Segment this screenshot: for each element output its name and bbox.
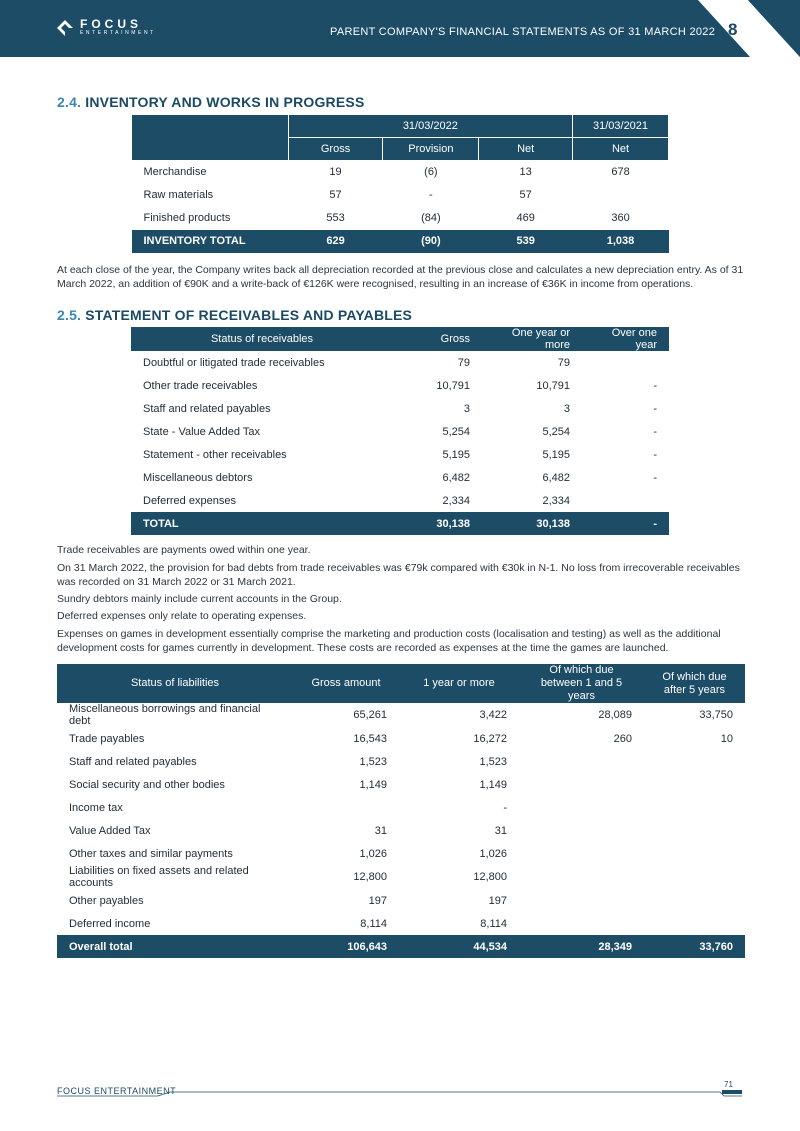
inventory-note: At each close of the year, the Company writes back all depreciation recorded at the previous close and calculates a new depreciation entry. As of 31 March 2022, an addition of €90K and a write-back of €126K were recognised, resulting in an increase of €36K in income from operations.: [57, 264, 744, 290]
page-number: 71: [724, 1080, 733, 1089]
cell: (6): [424, 166, 438, 179]
col-header: Gross: [288, 138, 383, 161]
row-label: Trade payables: [69, 732, 145, 745]
cell: 360: [611, 212, 630, 224]
cell: 10,791: [436, 379, 470, 392]
section-title: INVENTORY AND WORKS IN PROGRESS: [85, 94, 365, 110]
row-label: Miscellaneous debtors: [143, 471, 253, 484]
table-total-row: [57, 935, 745, 958]
table-row: [132, 207, 669, 230]
col-header: Over one year: [611, 327, 657, 351]
cell: [644, 889, 745, 912]
cell: [644, 865, 745, 889]
header-period-2021: 31/03/2021: [573, 115, 669, 138]
cell: -: [582, 512, 669, 535]
cell: 3,422: [479, 709, 507, 721]
inventory-table: [131, 114, 669, 253]
cell: 33,750: [699, 709, 733, 721]
cell: [644, 912, 745, 935]
row-label: Other trade receivables: [143, 379, 258, 392]
row-label: State - Value Added Tax: [143, 425, 261, 438]
table-row: [57, 703, 745, 727]
section-heading-receivables: [57, 307, 412, 323]
col-header: Of which due between 1 and 5 years: [540, 664, 623, 702]
cell: 678: [611, 166, 630, 179]
table-row: [57, 889, 745, 912]
cell: 79: [457, 356, 470, 369]
cell: 539: [479, 230, 573, 253]
cell: 197: [488, 894, 507, 907]
table-row: [132, 184, 669, 207]
cell: -: [653, 402, 657, 415]
header-blank: [132, 115, 289, 161]
cell: [519, 796, 644, 819]
cell: 629: [288, 230, 383, 253]
table-row: [131, 397, 669, 420]
receivables-note-2: On 31 March 2022, the provision for bad debts from trade receivables was €79k compared with €30k in N-1. No loss from irrecoverable receivables was recorded on 31 March 2022 or 31 March 2021.: [57, 562, 740, 588]
cell: 6,482: [442, 471, 470, 484]
page-header: [0, 0, 800, 57]
cell: [519, 750, 644, 773]
row-label: Deferred income: [69, 917, 151, 930]
cell: 553: [326, 212, 345, 224]
col-header: Net: [573, 138, 669, 161]
logo: [56, 18, 156, 37]
row-label: Deferred expenses: [143, 494, 236, 507]
table-row: [57, 773, 745, 796]
row-label: Staff and related payables: [143, 402, 271, 415]
cell: -: [653, 448, 657, 461]
cell: -: [653, 425, 657, 438]
table-row: [57, 912, 745, 935]
col-header: Status of liabilities: [130, 677, 220, 689]
section-title: STATEMENT OF RECEIVABLES AND PAYABLES: [85, 307, 413, 323]
receivables-note-3: Sundry debtors mainly include current accounts in the Group.: [57, 593, 342, 605]
cell: 1,026: [479, 847, 507, 860]
table-row: [57, 796, 745, 819]
cell: [644, 750, 745, 773]
chapter-number: 8: [728, 20, 738, 39]
cell: 13: [519, 166, 532, 179]
cell: -: [653, 471, 657, 484]
col-header: Net: [479, 138, 573, 161]
cell: -: [653, 379, 657, 392]
table-total-row: [131, 512, 669, 535]
cell: 8,114: [360, 917, 387, 930]
col-header: Status of receivables: [210, 333, 314, 345]
section-heading-inventory: [57, 94, 364, 110]
table-row: [57, 727, 745, 750]
row-label: Overall total: [57, 935, 293, 958]
col-header: Of which due after 5 years: [662, 670, 727, 696]
header-period-2022: 31/03/2022: [288, 115, 572, 138]
table-row: [131, 466, 669, 489]
table-row: [131, 420, 669, 443]
receivables-note-4: Deferred expenses only relate to operating expenses.: [57, 610, 307, 622]
cell: 3: [463, 402, 470, 415]
section-number: 2.4.: [57, 94, 82, 110]
table-row: [57, 865, 745, 889]
cell: 19: [329, 166, 342, 179]
table-row: [131, 351, 669, 374]
col-header: Gross: [440, 333, 470, 345]
col-header: 1 year or more: [423, 677, 495, 689]
table-header-row: [131, 327, 669, 351]
cell: 2,334: [442, 494, 470, 507]
row-label: Other taxes and similar payments: [69, 847, 233, 860]
logo-icon: [56, 19, 74, 37]
cell: [644, 819, 745, 842]
cell: 1,523: [359, 755, 387, 768]
table-row: [131, 443, 669, 466]
cell: 1,026: [359, 847, 387, 860]
table-row: [57, 819, 745, 842]
receivables-table: [131, 327, 669, 535]
row-label: Merchandise: [143, 166, 207, 179]
cell: 1,149: [359, 778, 387, 791]
cell: 12,800: [473, 871, 507, 883]
row-label: TOTAL: [131, 512, 393, 535]
cell: -: [429, 189, 433, 201]
cell: [519, 912, 644, 935]
row-label: Finished products: [143, 212, 231, 224]
cell: 5,254: [442, 425, 470, 438]
footer-company: FOCUS ENTERTAINMENT: [57, 1086, 177, 1096]
header-title: PARENT COMPANY'S FINANCIAL STATEMENTS AS OF 31 MARCH 2022: [330, 26, 716, 38]
cell: 28,089: [598, 709, 632, 721]
col-header: Provision: [383, 138, 479, 161]
cell: 8,114: [480, 917, 507, 930]
cell: 33,760: [644, 935, 745, 958]
cell: [644, 842, 745, 865]
cell: [573, 184, 669, 207]
table-row: [57, 842, 745, 865]
cell: 31: [374, 824, 387, 837]
cell: 5,195: [442, 448, 470, 461]
cell: 469: [516, 212, 535, 224]
cell: 5,254: [542, 425, 570, 438]
cell: [644, 773, 745, 796]
table-header-row: [57, 664, 745, 703]
row-label: Social security and other bodies: [69, 778, 225, 791]
section-number: 2.5.: [57, 307, 82, 323]
cell: 16,543: [353, 732, 387, 745]
table-header-row: [132, 115, 669, 138]
cell: 30,138: [393, 512, 482, 535]
cell: 197: [368, 894, 387, 907]
cell: 31: [494, 824, 507, 837]
cell: -: [503, 801, 507, 814]
row-label: Value Added Tax: [69, 824, 151, 837]
cell: 10,791: [536, 379, 570, 392]
row-label: Staff and related payables: [69, 755, 197, 768]
receivables-note-5: Expenses on games in development essentially comprise the marketing and production costs (localisation and testing) as well as the additional development costs for games currently in development. These costs are recorded as expenses at the time the games are launched.: [57, 628, 721, 654]
row-label: Liabilities on fixed assets and related accounts: [69, 865, 249, 889]
col-header: One year or more: [511, 327, 570, 351]
liabilities-table: [57, 664, 745, 958]
cell: 65,261: [353, 709, 387, 721]
cell: 12,800: [353, 871, 387, 883]
cell: [582, 489, 669, 512]
cell: [519, 842, 644, 865]
cell: 3: [563, 402, 570, 415]
row-label: Income tax: [69, 801, 123, 814]
cell: 2,334: [542, 494, 570, 507]
cell: 106,643: [293, 935, 399, 958]
table-total-row: [132, 230, 669, 253]
cell: 260: [613, 732, 632, 745]
cell: (90): [383, 230, 479, 253]
row-label: INVENTORY TOTAL: [132, 230, 289, 253]
cell: 28,349: [519, 935, 644, 958]
cell: [519, 819, 644, 842]
cell: [644, 796, 745, 819]
table-row: [131, 374, 669, 397]
row-label: Other payables: [69, 894, 144, 907]
logo-sub: ENTERTAINMENT: [80, 30, 156, 36]
logo-main: FOCUS: [80, 17, 142, 31]
cell: [519, 773, 644, 796]
cell: 16,272: [473, 732, 507, 745]
cell: 1,038: [573, 230, 669, 253]
table-row: [57, 750, 745, 773]
row-label: Raw materials: [143, 189, 214, 201]
page-footer: [0, 1080, 800, 1110]
cell: 5,195: [542, 448, 570, 461]
row-label: Statement - other receivables: [143, 448, 287, 461]
row-label: Doubtful or litigated trade receivables: [143, 356, 325, 369]
cell: 1,149: [479, 778, 507, 791]
cell: 1,523: [479, 755, 507, 768]
cell: 30,138: [482, 512, 582, 535]
cell: [293, 796, 399, 819]
cell: (84): [421, 212, 441, 224]
cell: [519, 865, 644, 889]
table-row: [131, 489, 669, 512]
cell: [582, 351, 669, 374]
row-label: Miscellaneous borrowings and financial debt: [69, 703, 261, 727]
cell: 79: [557, 356, 570, 369]
cell: [519, 889, 644, 912]
receivables-note-1: Trade receivables are payments owed within one year.: [57, 544, 311, 556]
cell: 57: [519, 189, 532, 201]
cell: 44,534: [399, 935, 519, 958]
table-row: [132, 161, 669, 184]
cell: 6,482: [542, 471, 570, 484]
cell: 10: [720, 732, 733, 745]
cell: 57: [329, 189, 342, 201]
col-header: Gross amount: [311, 677, 381, 689]
